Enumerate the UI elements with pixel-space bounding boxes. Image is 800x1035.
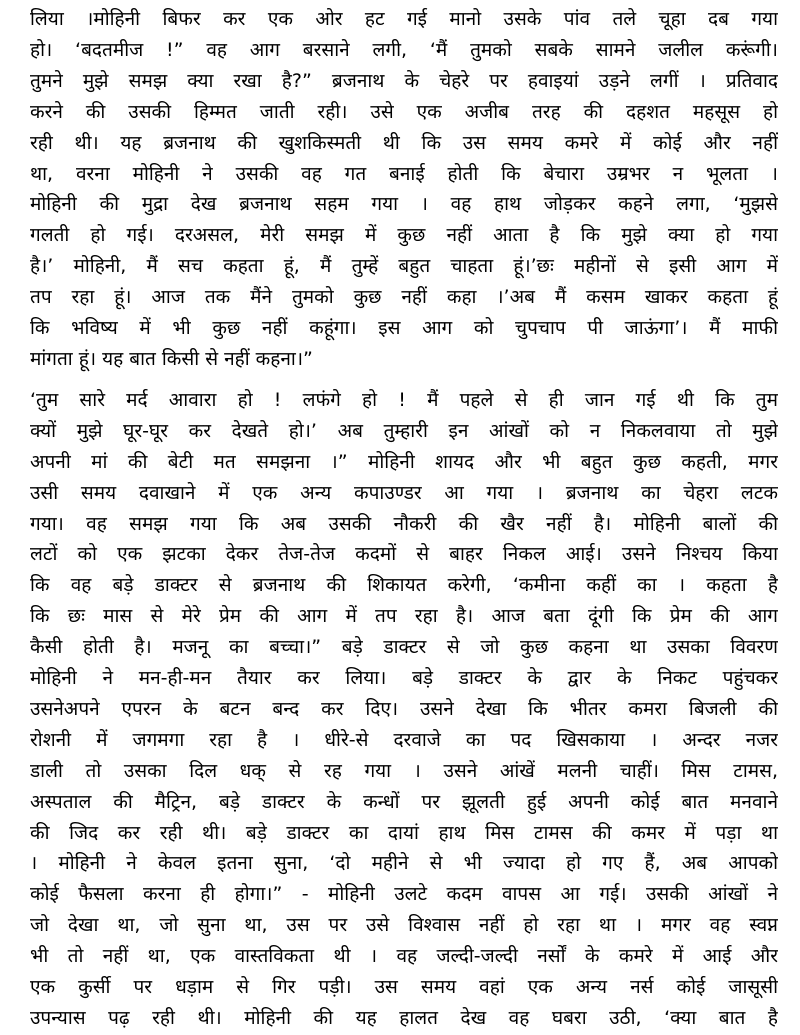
text-line: गया। वह समझ गया कि अब उसकी नौकरी की खैर नहीं है। मोहिनी बालों की (30, 512, 778, 535)
text-line: की जिद कर रही थी। बड़े डाक्टर का दायां हाथ मिस टामस की कमर में पड़ा था (30, 821, 778, 844)
text-line: लटों को एक झटका देकर तेज-तेज कदमों से बाहर निकल आई। उसने निश्चय किया (30, 543, 778, 566)
text-line: लिया ।मोहिनी बिफर कर एक ओर हट गई मानो उसके पांव तले चूहा दब गया (30, 8, 778, 30)
text-line: रही थी। यह ब्रजनाथ की खुशकिस्मती थी कि उस समय कमरे में कोई और नहीं (30, 131, 778, 154)
text-line: जो देखा था, जो सुना था, उस पर उसे विश्वास नहीं हो रहा था । मगर वह स्वप्न (30, 914, 778, 937)
text-line: गलती हो गई। दरअसल, मेरी समझ में कुछ नहीं आता है कि मुझे क्या हो गया (30, 224, 778, 247)
text-line: मोहिनी ने मन-ही-मन तैयार कर लिया। बड़े डाक्टर के द्वार के निकट पहुंचकर (30, 667, 778, 690)
text-line: कि भविष्य में भी कुछ नहीं कहूंगा। इस आग को चुपचाप पी जाऊंगा’। मैं माफी (30, 317, 778, 340)
text-line: ‘तुम सारे मर्द आवारा हो ! लफंगे हो ! मैं पहले से ही जान गई थी कि तुम (30, 388, 778, 411)
text-line: । मोहिनी ने केवल इतना सुना, ‘दो महीने से भी ज्यादा हो गए हैं, अब आपको (30, 852, 778, 875)
text-line: उसी समय दवाखाने में एक अन्य कपाउण्डर आ गया । ब्रजनाथ का चेहरा लटक (30, 481, 778, 504)
text-line: कैसी होती है। मजनू का बच्चा।” बड़े डाक्टर से जो कुछ कहना था उसका विवरण (30, 636, 778, 659)
text-line: भी तो नहीं था, एक वास्तविकता थी । वह जल्दी-जल्दी नर्सों के कमरे में आई और (30, 945, 778, 968)
text-line: उपन्यास पढ़ रही थी। मोहिनी की यह हालत देख वह घबरा उठी, ‘क्या बात है (30, 1007, 778, 1029)
text-line: अपनी मां की बेटी मत समझना ।” मोहिनी शायद और भी बहुत कुछ कहती, मगर (30, 450, 778, 473)
text-line: मोहिनी की मुद्रा देख ब्रजनाथ सहम गया । वह हाथ जोड़कर कहने लगा, ‘मुझसे (30, 193, 778, 216)
text-line: एक कुर्सी पर धड़ाम से गिर पड़ी। उस समय वहां एक अन्य नर्स कोई जासूसी (30, 976, 778, 999)
text-line: कोई फैसला करना ही होगा।” - मोहिनी उलटे कदम वापस आ गई। उसकी आंखों ने (30, 883, 778, 906)
text-line: उसनेअपने एपरन के बटन बन्द कर दिए। उसने देखा कि भीतर कमरा बिजली की (30, 697, 778, 720)
text-line: हो। ‘बदतमीज !” वह आग बरसाने लगी, ‘मैं तुमको सबके सामने जलील करूंगी। (30, 38, 778, 61)
text-line: करने की उसकी हिम्मत जाती रही। उसे एक अजीब तरह की दहशत महसूस हो (30, 100, 778, 123)
text-line: अस्पताल की मैट्रिन, बड़े डाक्टर के कन्धों पर झूलती हुई अपनी कोई बात मनवाने (30, 790, 778, 813)
text-line: रोशनी में जगमगा रहा है । धीरे-से दरवाजे का पद खिसकाया । अन्दर नजर (30, 728, 778, 751)
text-line: तुमने मुझे समझ क्या रखा है?” ब्रजनाथ के चेहरे पर हवाइयां उड़ने लगीं । प्रतिवाद (30, 69, 778, 92)
text-line: तप रहा हूं। आज तक मैंने तुमको कुछ नहीं कहा ।’अब मैं कसम खाकर कहता हूं (30, 286, 778, 309)
text-line: मांगता हूं। यह बात किसी से नहीं कहना।” (30, 347, 313, 370)
text-line: डाली तो उसका दिल धक् से रह गया । उसने आंखें मलनी चाहीं। मिस टामस, (30, 759, 778, 782)
text-line: कि वह बड़े डाक्टर से ब्रजनाथ की शिकायत करेगी, ‘कमीना कहीं का । कहता है (30, 574, 778, 597)
text-line: क्यों मुझे घूर-घूर कर देखते हो।’ अब तुम्हारी इन आंखों को न निकलवाया तो मुझे (30, 419, 778, 442)
text-line: था, वरना मोहिनी ने उसकी वह गत बनाई होती कि बेचारा उम्रभर न भूलता । (30, 162, 778, 185)
text-line: है।’ मोहिनी, मैं सच कहता हूं, मैं तुम्हें बहुत चाहता हूं।’छः महीनों से इसी आग में (30, 255, 778, 278)
text-line: कि छः मास से मेरे प्रेम की आग में तप रहा है। आज बता दूंगी कि प्रेम की आग (30, 605, 778, 628)
